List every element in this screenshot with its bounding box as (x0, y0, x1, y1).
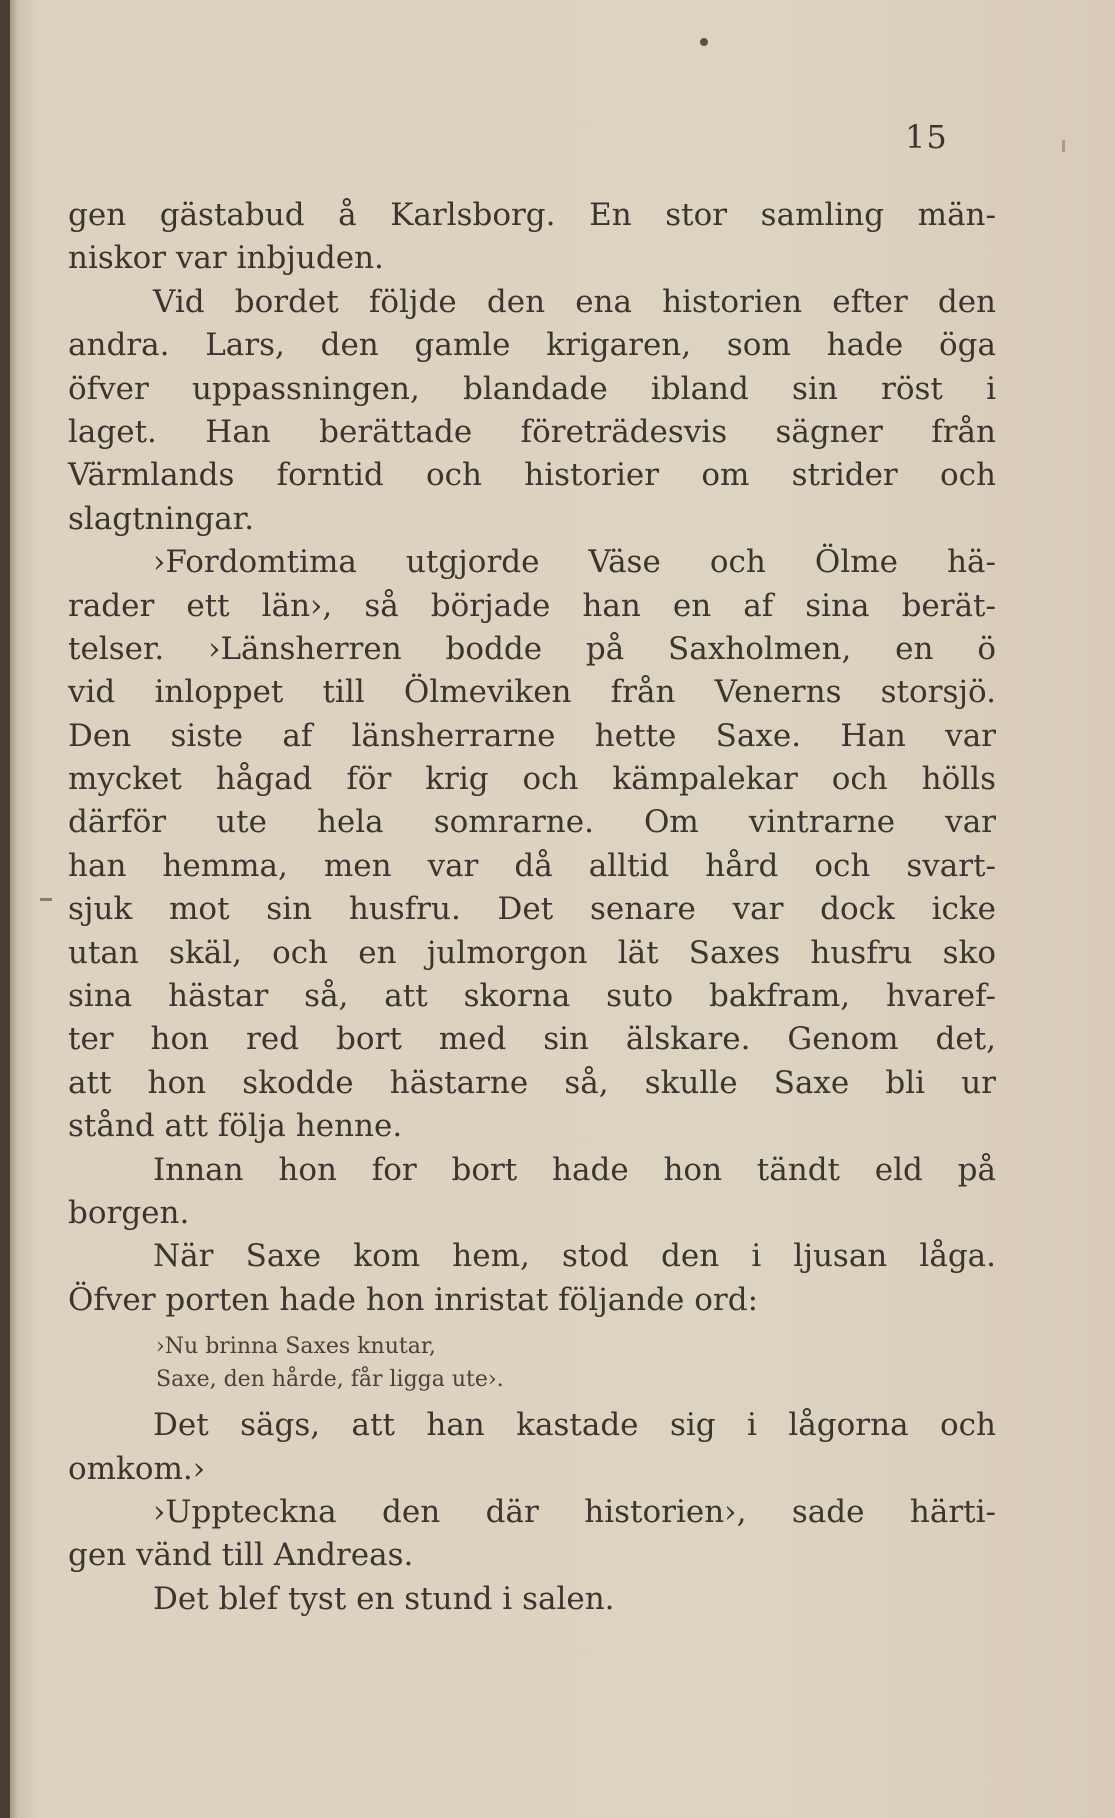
text-line: Det sägs, att han kastade sig i lågorna och (153, 1407, 996, 1444)
spacer (68, 1322, 996, 1330)
text-line: han hemma, men var då alltid hård och svart- (68, 847, 996, 884)
text-line: gen gästabud å Karlsborg. En stor samling män- (68, 197, 996, 233)
paragraphs-before-verse (68, 194, 996, 1322)
binding-edge (0, 0, 10, 1818)
text-line: vid inloppet till Ölmeviken från Venerns storsjö. (68, 674, 996, 711)
text-line: därför ute hela somrarne. Om vintrarne var (68, 804, 996, 841)
ink-speck (1062, 140, 1065, 152)
text-line: Innan hon for bort hade hon tändt eld på (153, 1151, 996, 1188)
text-line: ›Fordomtima utgjorde Väse och Ölme hä- (153, 544, 996, 581)
spacer (68, 1396, 996, 1404)
ink-speck (700, 38, 708, 46)
text-line: omkom.› (68, 1450, 206, 1487)
text-line: ›Uppteckna den där historien›, sade härti- (153, 1493, 996, 1530)
body-text (68, 194, 996, 1621)
text-line: ter hon red bort med sin älskare. Genom det, (68, 1021, 996, 1058)
text-line: utan skäl, och en julmorgon lät Saxes husfru sko (68, 934, 996, 971)
text-line: niskor var inbjuden. (68, 240, 384, 277)
text-line: Den siste af länsherrarne hette Saxe. Han var (68, 717, 996, 754)
text-line: laget. Han berättade företrädesvis sägner från (68, 413, 996, 450)
text-line: sina hästar så, att skorna suto bakfram, hvaref- (68, 978, 996, 1015)
inscription-verse (68, 1330, 996, 1396)
verse-line: Saxe, den hårde, får ligga ute›. (156, 1367, 504, 1393)
text-line: Öfver porten hade hon inristat följande ord: (68, 1281, 759, 1318)
text-line: gen vänd till Andreas. (68, 1537, 414, 1574)
margin-mark (40, 898, 52, 901)
paragraphs-after-verse (68, 1404, 996, 1621)
text-line: När Saxe kom hem, stod den i ljusan låga. (153, 1238, 996, 1275)
text-line: stånd att följa henne. (68, 1108, 403, 1145)
text-line: slagtningar. (68, 500, 255, 537)
text-line: Det blef tyst en stund i salen. (153, 1580, 615, 1617)
verse-line: ›Nu brinna Saxes knutar, (156, 1334, 436, 1360)
text-line: andra. Lars, den gamle krigaren, som hade öga (68, 327, 996, 364)
text-line: telser. ›Länsherren bodde på Saxholmen, en ö (68, 630, 996, 667)
text-line: mycket hågad för krig och kämpalekar och hölls (68, 761, 996, 798)
text-line: öfver uppassningen, blandade ibland sin röst i (68, 370, 996, 407)
text-line: rader ett län›, så började han en af sina berät- (68, 587, 996, 624)
text-line: att hon skodde hästarne så, skulle Saxe bli ur (68, 1064, 996, 1101)
page-number: 15 (905, 118, 948, 156)
text-line: Vid bordet följde den ena historien efter den (153, 283, 996, 320)
text-line: Värmlands forntid och historier om strider och (68, 457, 996, 494)
text-line: sjuk mot sin husfru. Det senare var dock icke (68, 891, 996, 928)
text-line: borgen. (68, 1194, 190, 1231)
